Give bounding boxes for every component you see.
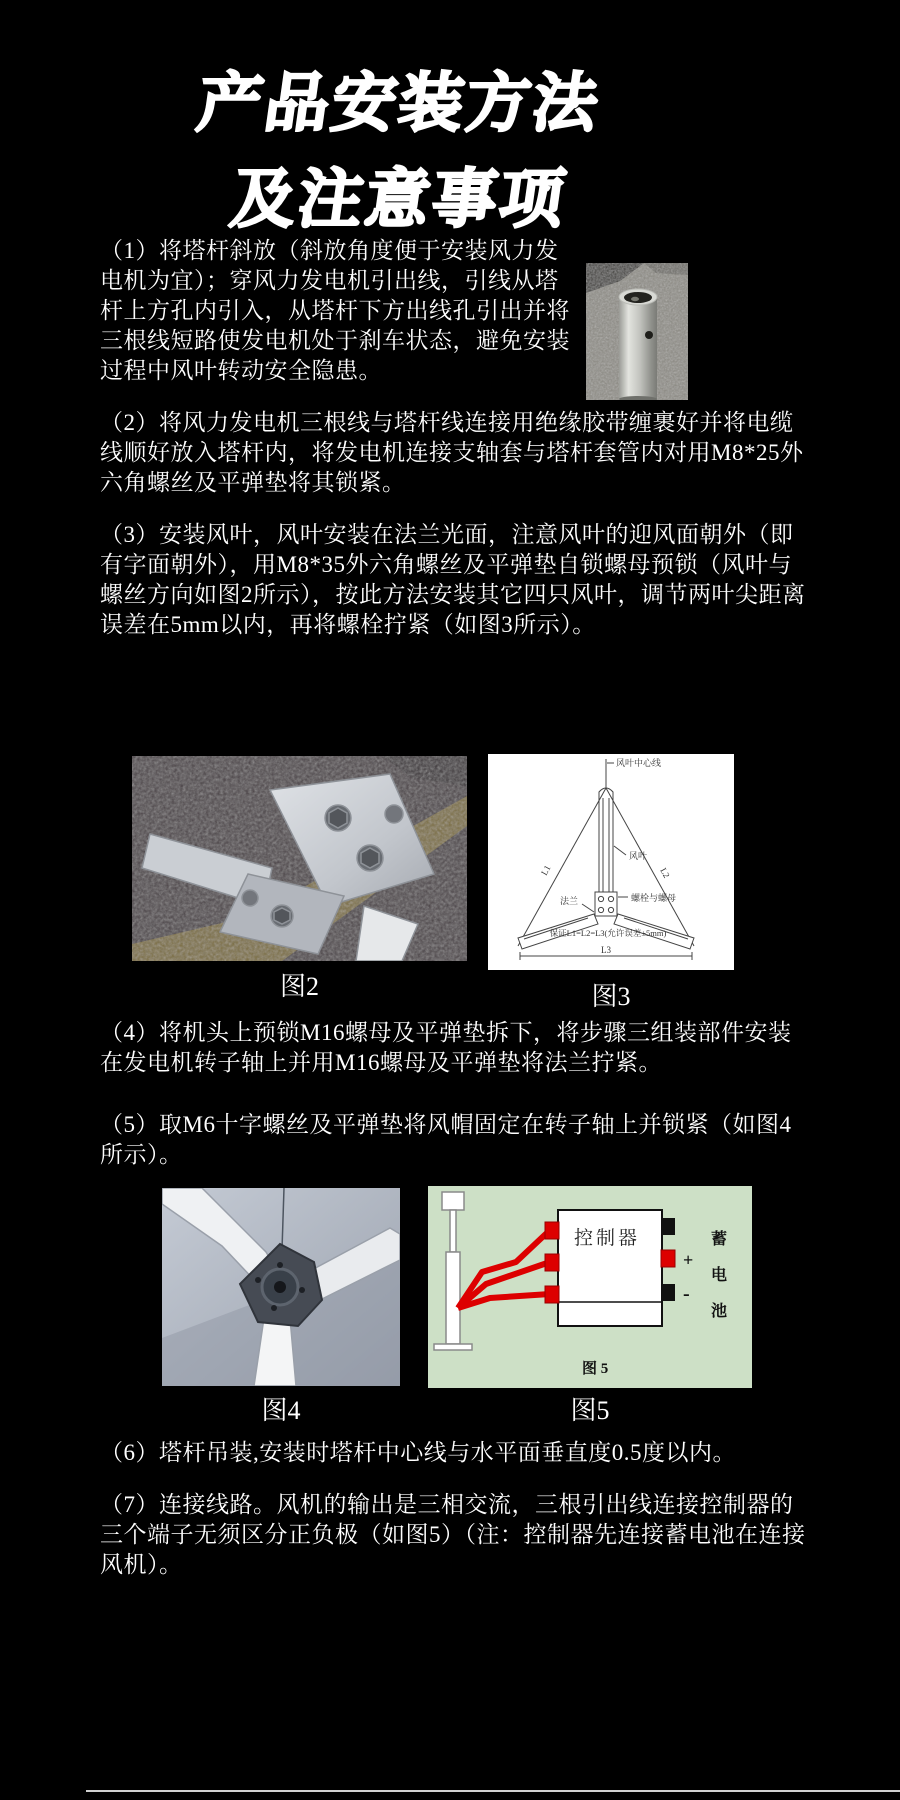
battery-char-2: 电 bbox=[711, 1267, 728, 1284]
bottom-divider-line bbox=[86, 1790, 900, 1792]
fig4-rotor-render bbox=[162, 1188, 400, 1386]
controller-label: 控制器 bbox=[574, 1228, 641, 1249]
step-4-text: （4）将机头上预锁M16螺母及平弹垫拆下，将步骤三组装部件安装在发电机转子轴上并用M16螺母及平弹垫将法兰拧紧。 bbox=[100, 1020, 792, 1075]
step-5-text: （5）取M6十字螺丝及平弹垫将风帽固定在转子轴上并锁紧（如图4所示）。 bbox=[100, 1112, 792, 1167]
pole-photo-image bbox=[586, 263, 688, 400]
fig4-caption: 图4 bbox=[261, 1396, 301, 1425]
page-title-line1: 产品安装方法 bbox=[193, 67, 606, 139]
step-2-text: （2）将风力发电机三根线与塔杆线连接用绝缘胶带缠裹好并将电缆线顺好放入塔杆内，将发电机连接支轴套与塔杆套管内对用M8*25外六角螺丝及平弹垫将其锁紧。 bbox=[100, 410, 804, 495]
battery-char-3: 池 bbox=[711, 1303, 728, 1320]
fig3-tolerance-note: 保证L1=L2=L3(允许误差±5mm) bbox=[549, 928, 667, 938]
step-1-text: （1）将塔杆斜放（斜放角度便于安装风力发电机为宜）；穿风力发电机引出线，引线从塔杆上方孔内引入，从塔杆下方出线孔引出并将三根线短路使发电机处于刹车状态，避免安装过程中风叶转动安全隐患。 bbox=[100, 238, 570, 383]
fig3-diagram bbox=[488, 754, 734, 970]
fig5-wiring-diagram bbox=[428, 1186, 752, 1388]
minus-label: - bbox=[683, 1283, 690, 1305]
fig3-label-flange: 法兰 bbox=[560, 896, 579, 906]
fig5-image bbox=[428, 1186, 752, 1388]
fig3-label-l3: L3 bbox=[601, 945, 611, 955]
fig3-label-centerline: 风叶中心线 bbox=[616, 758, 662, 768]
step-6-text: （6）塔杆吊装,安装时塔杆中心线与水平面垂直度0.5度以内。 bbox=[100, 1440, 736, 1465]
fig2-image bbox=[132, 756, 467, 961]
battery-char-1: 蓄 bbox=[711, 1231, 728, 1248]
fig3-image bbox=[488, 754, 734, 970]
page-title-line2: 及注意事项 bbox=[226, 163, 572, 235]
fig4-image bbox=[162, 1188, 400, 1386]
fig3-caption: 图3 bbox=[591, 982, 631, 1011]
step-7-text: （7）连接线路。风机的输出是三相交流，三根引出线连接控制器的三个端子无须区分正负极（如图5）（注：控制器先连接蓄电池在连接风机）。 bbox=[100, 1492, 806, 1577]
fig3-label-blade: 风叶 bbox=[629, 851, 648, 861]
fig2-caption: 图2 bbox=[279, 972, 319, 1001]
fig5-caption: 图5 bbox=[570, 1396, 610, 1425]
step-3-text: （3）安装风叶，风叶安装在法兰光面，注意风叶的迎风面朝外（即有字面朝外），用M8*35外六角螺丝及平弹垫自锁螺母预锁（风叶与螺丝方向如图2所示），按此方法安装其它四只风叶，调节两叶尖距离误差在5mm以内，再将螺栓拧紧（如图3所示）。 bbox=[100, 522, 806, 637]
plus-label: + bbox=[683, 1250, 694, 1270]
fig3-label-l2: L2 bbox=[658, 866, 672, 880]
fig3-label-l1: L1 bbox=[539, 863, 553, 877]
metal-cylinder bbox=[619, 289, 657, 400]
fig5-inner-caption: 图 5 bbox=[582, 1361, 609, 1377]
tower-pole-photo bbox=[586, 263, 688, 400]
fig3-label-bolt-nut: 螺栓与螺母 bbox=[631, 893, 677, 903]
fig2-blade-photo bbox=[132, 756, 467, 961]
